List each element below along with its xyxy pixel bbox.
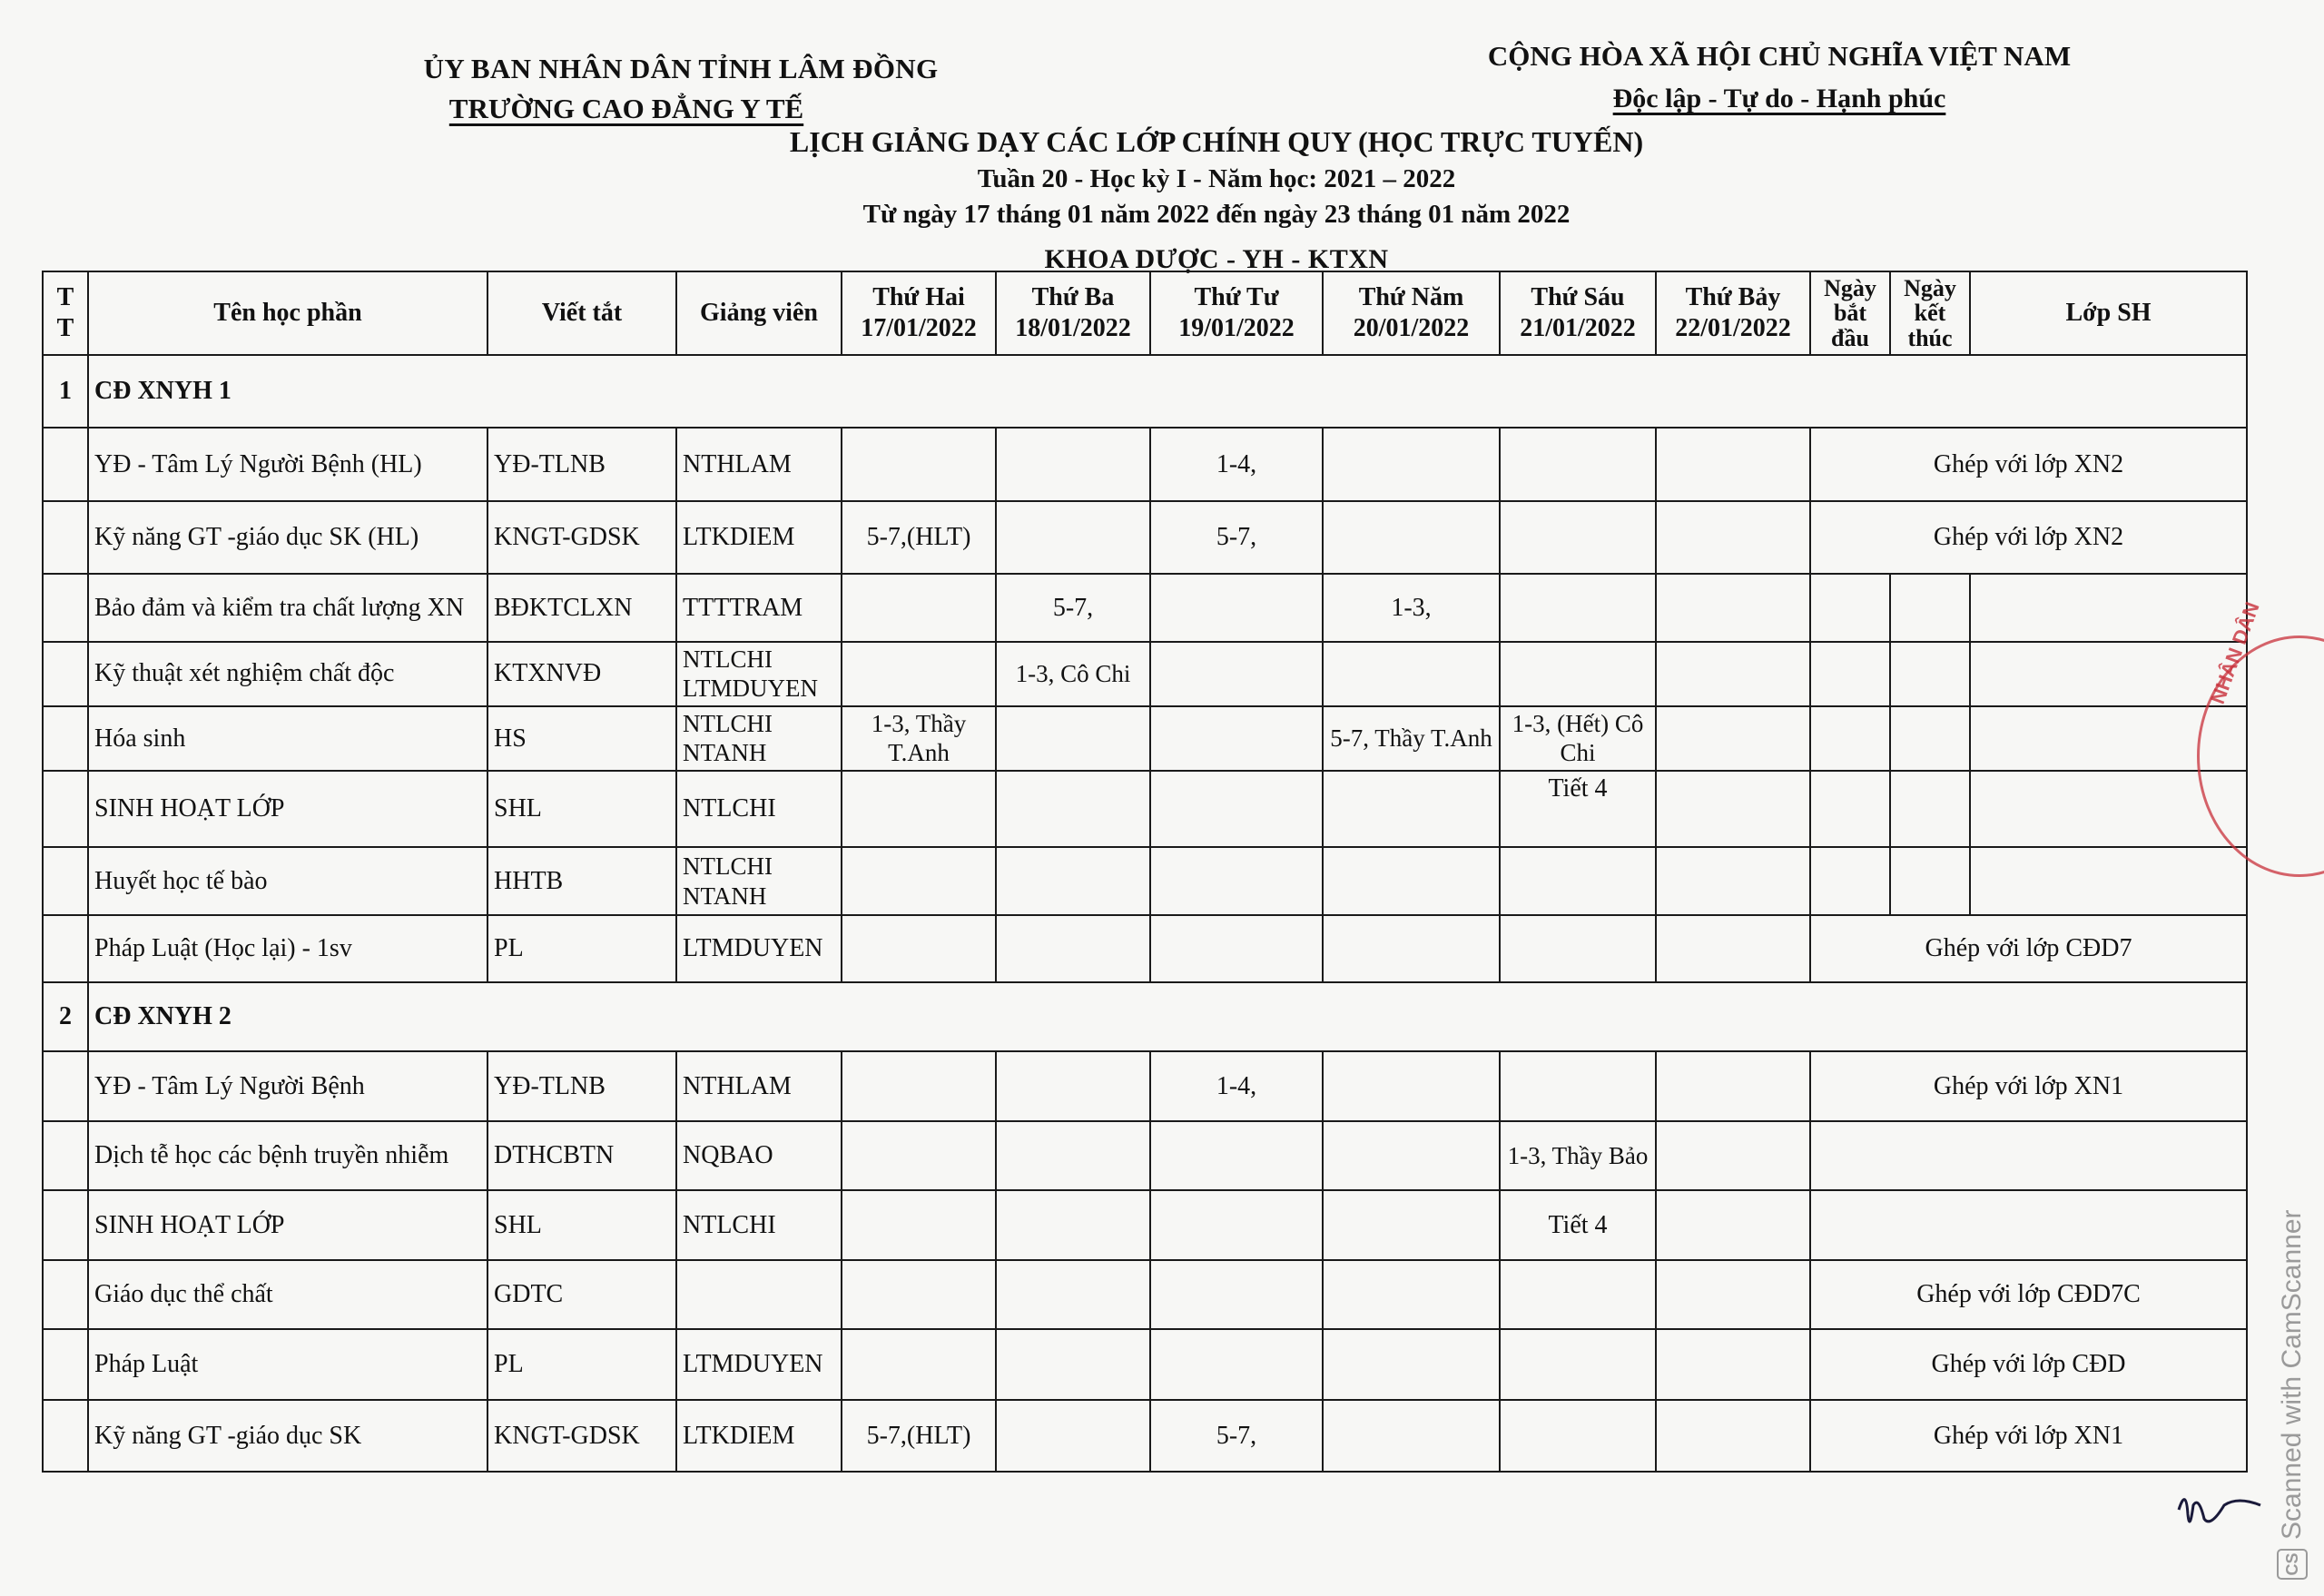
- teacher-code: LTKDIEM: [676, 1400, 842, 1472]
- slot-monday: [842, 574, 996, 641]
- slot-thursday: 1-3,: [1323, 574, 1500, 641]
- slot-wednesday: [1150, 1121, 1323, 1190]
- slot-saturday: [1656, 1329, 1810, 1400]
- start-date-cell: [1810, 642, 1890, 706]
- slot-saturday: [1656, 1260, 1810, 1329]
- teacher-code: NTHLAM: [676, 428, 842, 500]
- group-name: CĐ XNYH 2: [88, 982, 2247, 1051]
- slot-tuesday: [996, 501, 1150, 574]
- slot-friday: [1500, 642, 1656, 706]
- schedule-date-range: Từ ngày 17 tháng 01 năm 2022 đến ngày 23 tháng 01 năm 2022: [862, 200, 1571, 229]
- slot-monday: [842, 771, 996, 847]
- course-name: SINH HOẠT LỚP: [88, 771, 487, 847]
- teacher-code: NTLCHI NTANH: [676, 847, 842, 914]
- slot-tuesday: [996, 1121, 1150, 1190]
- national-title: CỘNG HÒA XÃ HỘI CHỦ NGHĨA VIỆT NAM: [1487, 40, 2072, 72]
- schedule-table: [42, 271, 2248, 1473]
- class-cell: [1970, 642, 2247, 706]
- teacher-code: LTMDUYEN: [676, 915, 842, 982]
- slot-thursday: [1323, 1260, 1500, 1329]
- slot-thursday: [1323, 642, 1500, 706]
- slot-friday: [1500, 574, 1656, 641]
- slot-monday: [842, 847, 996, 914]
- teacher-code: NTLCHI: [676, 771, 842, 847]
- table-row: [43, 1121, 2247, 1190]
- slot-wednesday: [1150, 574, 1323, 641]
- slot-wednesday: [1150, 915, 1323, 982]
- class-cell: [1970, 847, 2247, 914]
- signature-mark: [2161, 1478, 2270, 1542]
- slot-wednesday: [1150, 847, 1323, 914]
- col-header-abbr: Viết tắt: [487, 271, 676, 355]
- slot-monday: 1-3, Thầy T.Anh: [842, 706, 996, 771]
- col-header-saturday: Thứ Bảy 22/01/2022: [1656, 271, 1810, 355]
- slot-thursday: [1323, 1190, 1500, 1259]
- course-abbr: YĐ-TLNB: [487, 1051, 676, 1120]
- schedule-title: LỊCH GIẢNG DẠY CÁC LỚP CHÍNH QUY (HỌC TRỰC TUYẾN): [789, 125, 1644, 158]
- col-header-end-date: Ngày kết thúc: [1890, 271, 1970, 355]
- teacher-code: TTTTRAM: [676, 574, 842, 641]
- slot-monday: [842, 1260, 996, 1329]
- slot-tuesday: [996, 1329, 1150, 1400]
- slot-thursday: [1323, 771, 1500, 847]
- teacher-code: [676, 1260, 842, 1329]
- slot-monday: [842, 1051, 996, 1120]
- slot-tuesday: [996, 847, 1150, 914]
- table-row: [43, 847, 2247, 914]
- table-row: [43, 1260, 2247, 1329]
- course-abbr: KTXNVĐ: [487, 642, 676, 706]
- group-row: [43, 355, 2247, 428]
- slot-tuesday: [996, 1051, 1150, 1120]
- slot-saturday: [1656, 574, 1810, 641]
- teacher-code: LTMDUYEN: [676, 1329, 842, 1400]
- course-name: Pháp Luật (Học lại) - 1sv: [88, 915, 487, 982]
- national-motto: Độc lập - Tự do - Hạnh phúc: [1612, 84, 1946, 113]
- scanner-watermark-text: Scanned with CamScanner: [2277, 1209, 2307, 1540]
- col-header-start-date: Ngày bắt đầu: [1810, 271, 1890, 355]
- slot-monday: [842, 642, 996, 706]
- slot-monday: 5-7,(HLT): [842, 1400, 996, 1472]
- group-number: 2: [43, 982, 88, 1051]
- group-row: [43, 982, 2247, 1051]
- course-name: Pháp Luật: [88, 1329, 487, 1400]
- slot-wednesday: [1150, 1190, 1323, 1259]
- slot-tuesday: [996, 706, 1150, 771]
- course-abbr: PL: [487, 1329, 676, 1400]
- course-abbr: BĐKTCLXN: [487, 574, 676, 641]
- col-header-class: Lớp SH: [1970, 271, 2247, 355]
- course-abbr: YĐ-TLNB: [487, 428, 676, 500]
- official-seal-text: NHÂN DÂN: [2206, 598, 2264, 707]
- slot-monday: [842, 428, 996, 500]
- course-abbr: SHL: [487, 771, 676, 847]
- slot-monday: [842, 1121, 996, 1190]
- slot-friday: [1500, 501, 1656, 574]
- course-name: Huyết học tế bào: [88, 847, 487, 914]
- course-name: Dịch tễ học các bệnh truyền nhiễm: [88, 1121, 487, 1190]
- course-abbr: KNGT-GDSK: [487, 1400, 676, 1472]
- table-row: [43, 915, 2247, 982]
- slot-thursday: [1323, 1051, 1500, 1120]
- table-row: [43, 1051, 2247, 1120]
- issuer-school: TRƯỜNG CAO ĐẲNG Y TẾ: [448, 93, 804, 124]
- slot-thursday: [1323, 1121, 1500, 1190]
- slot-friday: [1500, 1400, 1656, 1472]
- slot-monday: [842, 1329, 996, 1400]
- schedule-title-block: [635, 125, 1797, 275]
- col-header-course: Tên học phần: [88, 271, 487, 355]
- col-header-tt: T T: [43, 271, 88, 355]
- slot-saturday: [1656, 428, 1810, 500]
- start-date-cell: [1810, 574, 1890, 641]
- slot-wednesday: 5-7,: [1150, 1400, 1323, 1472]
- slot-thursday: [1323, 915, 1500, 982]
- course-name: Kỹ thuật xét nghiệm chất độc: [88, 642, 487, 706]
- slot-wednesday: [1150, 642, 1323, 706]
- slot-wednesday: [1150, 1329, 1323, 1400]
- slot-friday: [1500, 428, 1656, 500]
- slot-wednesday: 5-7,: [1150, 501, 1323, 574]
- merge-note: [1810, 1190, 2247, 1259]
- table-row: [43, 501, 2247, 574]
- merge-note: Ghép với lớp CĐD7: [1810, 915, 2247, 982]
- end-date-cell: [1890, 706, 1970, 771]
- table-header-row: [43, 271, 2247, 355]
- end-date-cell: [1890, 574, 1970, 641]
- slot-saturday: [1656, 1190, 1810, 1259]
- start-date-cell: [1810, 771, 1890, 847]
- merge-note: Ghép với lớp XN2: [1810, 428, 2247, 500]
- col-header-wednesday: Thứ Tư 19/01/2022: [1150, 271, 1323, 355]
- merge-note: [1810, 1121, 2247, 1190]
- table-row: [43, 428, 2247, 500]
- slot-saturday: [1656, 1051, 1810, 1120]
- course-abbr: GDTC: [487, 1260, 676, 1329]
- col-header-thursday: Thứ Năm 20/01/2022: [1323, 271, 1500, 355]
- slot-friday: [1500, 1260, 1656, 1329]
- slot-thursday: [1323, 501, 1500, 574]
- slot-friday: [1500, 847, 1656, 914]
- slot-monday: [842, 1190, 996, 1259]
- merge-note: Ghép với lớp CĐD: [1810, 1329, 2247, 1400]
- slot-friday: 1-3, Thầy Bảo: [1500, 1121, 1656, 1190]
- slot-tuesday: [996, 428, 1150, 500]
- start-date-cell: [1810, 847, 1890, 914]
- course-name: Kỹ năng GT -giáo dục SK: [88, 1400, 487, 1472]
- teacher-code: NTLCHI: [676, 1190, 842, 1259]
- schedule-week: Tuần 20 - Học kỳ I - Năm học: 2021 – 2022: [977, 164, 1456, 193]
- teacher-code: NTLCHI NTANH: [676, 706, 842, 771]
- course-abbr: HS: [487, 706, 676, 771]
- group-name: CĐ XNYH 1: [88, 355, 2247, 428]
- slot-friday: Tiết 4: [1500, 771, 1656, 847]
- table-row: [43, 1329, 2247, 1400]
- course-abbr: DTHCBTN: [487, 1121, 676, 1190]
- issuer-province: ỦY BAN NHÂN DÂN TỈNH LÂM ĐỒNG: [423, 53, 939, 84]
- teacher-code: LTKDIEM: [676, 501, 842, 574]
- slot-saturday: [1656, 847, 1810, 914]
- course-name: Giáo dục thể chất: [88, 1260, 487, 1329]
- teacher-code: NTHLAM: [676, 1051, 842, 1120]
- col-header-tuesday: Thứ Ba 18/01/2022: [996, 271, 1150, 355]
- col-header-monday: Thứ Hai 17/01/2022: [842, 271, 996, 355]
- slot-tuesday: 1-3, Cô Chi: [996, 642, 1150, 706]
- slot-thursday: [1323, 1329, 1500, 1400]
- slot-tuesday: [996, 915, 1150, 982]
- slot-friday: 1-3, (Hết) Cô Chi: [1500, 706, 1656, 771]
- slot-thursday: [1323, 428, 1500, 500]
- issuer-header: [381, 53, 980, 125]
- slot-wednesday: 1-4,: [1150, 1051, 1323, 1120]
- table-row: [43, 1190, 2247, 1259]
- course-name: YĐ - Tâm Lý Người Bệnh: [88, 1051, 487, 1120]
- end-date-cell: [1890, 771, 1970, 847]
- course-name: YĐ - Tâm Lý Người Bệnh (HL): [88, 428, 487, 500]
- slot-saturday: [1656, 1121, 1810, 1190]
- course-abbr: SHL: [487, 1190, 676, 1259]
- course-name: Bảo đảm và kiểm tra chất lượng XN: [88, 574, 487, 641]
- slot-saturday: [1656, 1400, 1810, 1472]
- slot-tuesday: 5-7,: [996, 574, 1150, 641]
- slot-saturday: [1656, 915, 1810, 982]
- course-name: SINH HOẠT LỚP: [88, 1190, 487, 1259]
- table-row: [43, 1400, 2247, 1472]
- course-name: Hóa sinh: [88, 706, 487, 771]
- slot-thursday: [1323, 1400, 1500, 1472]
- slot-wednesday: [1150, 1260, 1323, 1329]
- col-header-teacher: Giảng viên: [676, 271, 842, 355]
- course-abbr: KNGT-GDSK: [487, 501, 676, 574]
- slot-saturday: [1656, 642, 1810, 706]
- teacher-code: NQBAO: [676, 1121, 842, 1190]
- table-row: [43, 574, 2247, 641]
- slot-wednesday: [1150, 706, 1323, 771]
- department-name: KHOA DƯỢC - YH - KTXN: [1044, 244, 1389, 274]
- slot-saturday: [1656, 501, 1810, 574]
- end-date-cell: [1890, 847, 1970, 914]
- slot-tuesday: [996, 771, 1150, 847]
- slot-tuesday: [996, 1400, 1150, 1472]
- table-row: [43, 771, 2247, 847]
- merge-note: Ghép với lớp CĐD7C: [1810, 1260, 2247, 1329]
- start-date-cell: [1810, 706, 1890, 771]
- slot-friday: Tiết 4: [1500, 1190, 1656, 1259]
- slot-tuesday: [996, 1260, 1150, 1329]
- slot-thursday: [1323, 847, 1500, 914]
- slot-thursday: 5-7, Thầy T.Anh: [1323, 706, 1500, 771]
- slot-friday: [1500, 915, 1656, 982]
- course-abbr: PL: [487, 915, 676, 982]
- merge-note: Ghép với lớp XN2: [1810, 501, 2247, 574]
- camscanner-icon: CS: [2277, 1549, 2308, 1580]
- group-number: 1: [43, 355, 88, 428]
- table-row: [43, 706, 2247, 771]
- national-header: [1471, 40, 2088, 114]
- class-cell: [1970, 574, 2247, 641]
- slot-wednesday: [1150, 771, 1323, 847]
- course-name: Kỹ năng GT -giáo dục SK (HL): [88, 501, 487, 574]
- merge-note: Ghép với lớp XN1: [1810, 1051, 2247, 1120]
- merge-note: Ghép với lớp XN1: [1810, 1400, 2247, 1472]
- slot-friday: [1500, 1329, 1656, 1400]
- slot-friday: [1500, 1051, 1656, 1120]
- teacher-code: NTLCHI LTMDUYEN: [676, 642, 842, 706]
- slot-wednesday: 1-4,: [1150, 428, 1323, 500]
- slot-saturday: [1656, 706, 1810, 771]
- slot-monday: 5-7,(HLT): [842, 501, 996, 574]
- table-row: [43, 642, 2247, 706]
- scanner-watermark: [2277, 1209, 2308, 1580]
- slot-tuesday: [996, 1190, 1150, 1259]
- slot-monday: [842, 915, 996, 982]
- slot-saturday: [1656, 771, 1810, 847]
- end-date-cell: [1890, 642, 1970, 706]
- col-header-friday: Thứ Sáu 21/01/2022: [1500, 271, 1656, 355]
- course-abbr: HHTB: [487, 847, 676, 914]
